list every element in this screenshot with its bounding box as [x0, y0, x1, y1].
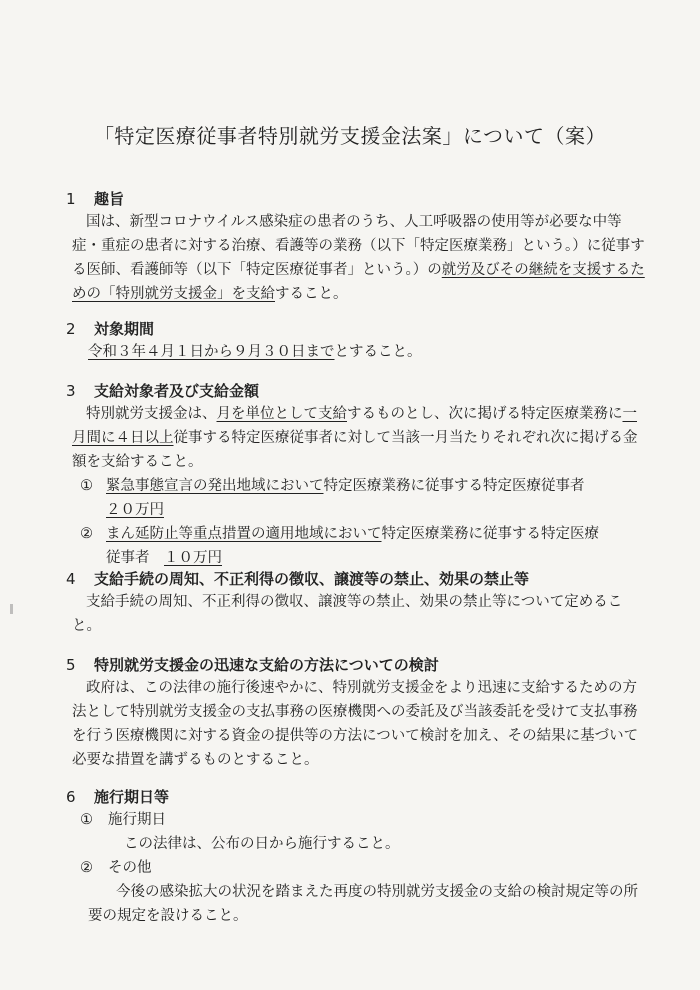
- section-3-heading: [66, 380, 646, 402]
- section-4-body: 支給手続の周知、不正利得の徴収、譲渡等の禁止、効果の禁止等について定めること。: [72, 594, 623, 634]
- section-5-body: 政府は、この法律の施行後速やかに、特別就労支援金をより迅速に支給するための方法として特別就労支援金の支払事務の医療機関への委託及び当該委託を受けて支払事務を行う医療機関に対する資金の提供等の方法について検討を加え、その結果に基づいて必要な措置を講ずるものとすること。: [72, 680, 639, 768]
- section-2-body: [66, 340, 646, 364]
- body-text: 国は、新型コロナウイルス感染症の患者のうち、人工呼吸器の使用等が必要な中等症・重症の患者に対する治療、看護等の業務（以下「特定医療業務」という。）に従事する医師、看護師等（以下「特定医療従事者」という。）の: [72, 214, 645, 278]
- body-text: とすること。: [334, 344, 422, 360]
- body-text: すること。: [275, 286, 348, 302]
- section-5: [66, 654, 646, 772]
- body-text: 特定医療業務に従事する特定医療従事者: [323, 478, 585, 494]
- section-number: 1: [66, 190, 76, 208]
- page-title: 「特定医療従事者特別就労支援金法案」について（案）: [93, 124, 607, 148]
- section-3-item-2: [66, 522, 646, 546]
- item-marker: ②: [80, 526, 93, 542]
- body-text: 従事する特定医療従事者に対して当該一月当たりそれぞれ次に掲げる金額を支給すること。: [72, 430, 638, 470]
- section-3-item-1: [66, 474, 646, 498]
- underlined-text: 就労及びその継続を支援するための「特別就労支援金」を支給: [72, 262, 645, 302]
- section-1-heading: [66, 188, 646, 210]
- scan-speck: [10, 604, 13, 614]
- underlined-text: 緊急事態宣言の発出地域において: [106, 478, 324, 494]
- underlined-text: 月を単位として支給: [216, 406, 347, 422]
- section-title: 支給対象者及び支給金額: [94, 382, 260, 400]
- section-1-body: [66, 210, 646, 306]
- section-2: [66, 318, 646, 364]
- section-title: 特別就労支援金の迅速な支給の方法についての検討: [94, 656, 439, 674]
- section-4: [66, 568, 646, 638]
- section-3-body: [66, 402, 646, 474]
- amount-text: ２０万円: [106, 502, 164, 518]
- section-2-heading: [66, 318, 646, 340]
- section-title: 支給手続の周知、不正利得の徴収、譲渡等の禁止、効果の禁止等: [94, 570, 530, 588]
- underlined-text: まん延防止等重点措置の適用地域において: [106, 526, 382, 542]
- section-3-item-2-amount: [66, 546, 646, 570]
- section-title: 施行期日等: [94, 788, 170, 806]
- section-title: 趣旨: [94, 190, 125, 208]
- section-6-item-1-heading: [66, 808, 646, 832]
- item-title: 施行期日: [108, 812, 166, 828]
- section-3: [66, 380, 646, 570]
- section-6: [66, 786, 646, 928]
- section-title: 対象期間: [94, 320, 155, 338]
- body-text: するものとし、次に掲げる特定医療業務に: [347, 406, 623, 422]
- section-1: [66, 188, 646, 306]
- section-6-item-2-body: 今後の感染拡大の状況を踏まえた再度の特別就労支援金の支給の検討規定等の所要の規定を設けること。: [88, 884, 638, 924]
- section-number: 4: [66, 570, 76, 588]
- body-text: 特定医療業務に従事する特定医療: [381, 526, 599, 542]
- section-6-item-2-heading: [66, 856, 646, 880]
- underlined-text: 令和３年４月１日から９月３０日まで: [88, 344, 335, 360]
- underlined-text: 一月間に４日以上: [72, 406, 637, 446]
- section-5-heading: [66, 654, 646, 676]
- section-number: 5: [66, 656, 76, 674]
- body-text: 特別就労支援金は、: [86, 406, 217, 422]
- item-marker: ①: [80, 478, 93, 494]
- section-6-heading: [66, 786, 646, 808]
- item-marker: ①: [80, 812, 93, 828]
- section-3-item-1-amount: [66, 498, 646, 522]
- section-number: 6: [66, 788, 76, 806]
- item-title: その他: [108, 860, 152, 876]
- section-number: 2: [66, 320, 76, 338]
- item-marker: ②: [80, 860, 93, 876]
- amount-text: １０万円: [164, 550, 222, 566]
- section-number: 3: [66, 382, 76, 400]
- body-text: 従事者: [106, 550, 150, 566]
- section-4-heading: [66, 568, 646, 590]
- section-6-item-1-body: この法律は、公布の日から施行すること。: [124, 836, 400, 852]
